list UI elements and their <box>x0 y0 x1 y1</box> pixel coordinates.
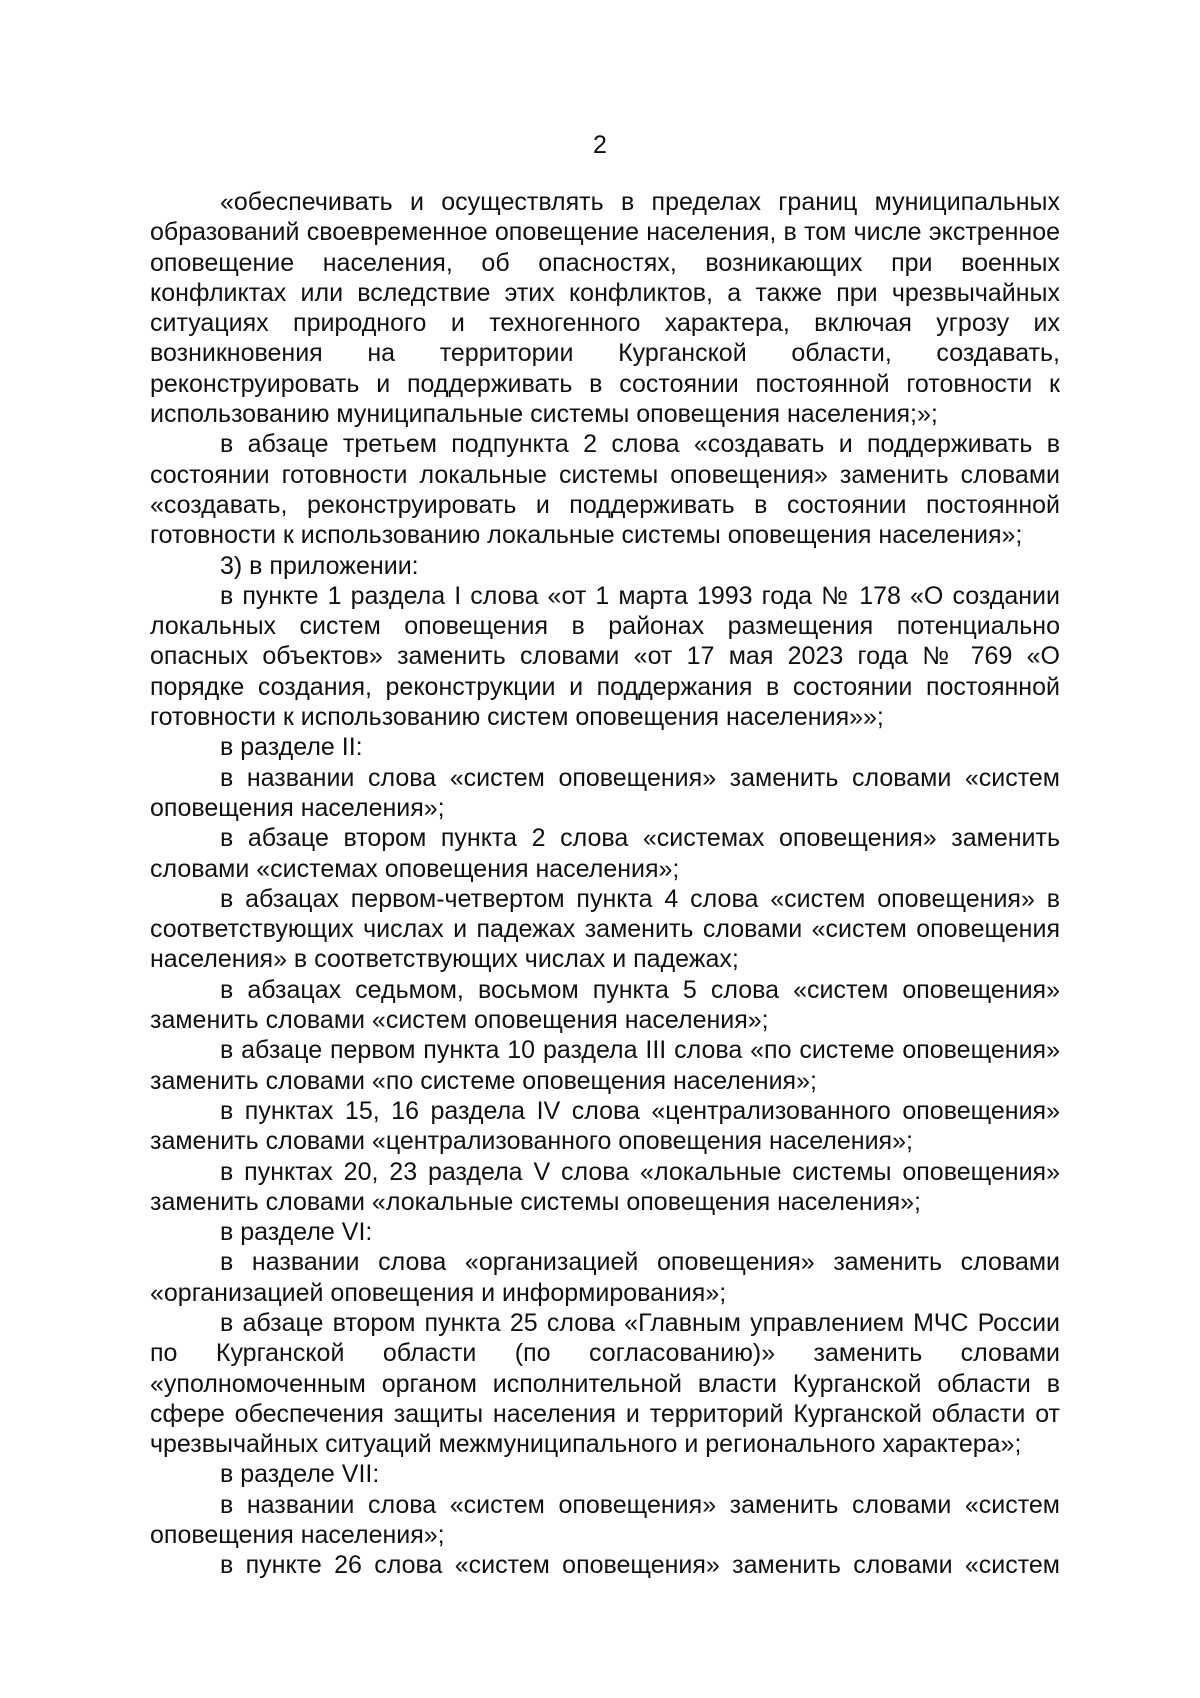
paragraph: в названии слова «систем оповещения» заменить словами «систем оповещения населения»; <box>150 763 1060 822</box>
paragraph: в абзацах седьмом, восьмом пункта 5 слова «систем оповещения» заменить словами «систем оповещения населения»; <box>150 975 1060 1035</box>
document-body <box>150 187 1060 1581</box>
paragraph: в абзаце втором пункта 2 слова «системах оповещения» заменить словами «системах оповещения населения»; <box>150 824 1060 883</box>
paragraph: в абзаце втором пункта 25 слова «Главным управлением МЧС России по Курганской области (по согласованию)» заменить словами «уполномоченным органом исполнительной власти Курганской области в сфере обеспечения защиты населения и территорий Курганской области от чрезвычайных ситуаций межмуниципального и регионального характера»; <box>150 1308 1060 1459</box>
paragraph: в пункте 1 раздела I слова «от 1 марта 1993 года № 178 «О создании локальных систем оповещения в районах размещения потенциально опасных объектов» заменить словами «от 17 мая 2023 года № 769 «О порядке создания, реконструкции и поддержания в состоянии постоянной готовности к использованию систем оповещения населения»»; <box>150 581 1060 732</box>
paragraph: в абзаце первом пункта 10 раздела III слова «по системе оповещения» заменить словами «по системе оповещения населения»; <box>150 1036 1060 1095</box>
paragraph: в пунктах 20, 23 раздела V слова «локальные системы оповещения» заменить словами «локальные системы оповещения населения»; <box>150 1157 1060 1216</box>
paragraph: в названии слова «организацией оповещения» заменить словами «организацией оповещения и информирования»; <box>150 1248 1060 1307</box>
page-number: 2 <box>593 131 607 159</box>
paragraph: в разделе VI: <box>220 1218 373 1247</box>
paragraph: в абзацах первом-четвертом пункта 4 слова «систем оповещения» в соответствующих числах и падежах заменить словами «систем оповещения населения» в соответствующих числах и падежах; <box>150 884 1060 974</box>
paragraph: в названии слова «систем оповещения» заменить словами «систем оповещения населения»; <box>150 1490 1060 1550</box>
paragraph: в разделе II: <box>220 733 363 762</box>
paragraph: в разделе VII: <box>220 1460 380 1489</box>
paragraph: «обеспечивать и осуществлять в пределах границ муниципальных образований своевременное оповещение населения, в том числе экстренное оповещение населения, об опасностях, возникающих при военных конфликтах или вследствие этих конфликтов, а также при чрезвычайных ситуациях природного и техногенного характера, включая угрозу их возникновения на территории Курганской области, создавать, реконструировать и поддерживать в состоянии постоянной готовности к использованию муниципальные системы оповещения населения;»; <box>150 188 1060 429</box>
paragraph: 3) в приложении: <box>220 551 419 580</box>
paragraph: в абзаце третьем подпункта 2 слова «создавать и поддерживать в состоянии готовности локальные системы оповещения» заменить словами «создавать, реконструировать и поддерживать в состоянии постоянной готовности к использованию локальные системы оповещения населения»; <box>150 430 1060 550</box>
paragraph: в пункте 26 слова «систем оповещения» заменить словами «систем <box>220 1551 1060 1580</box>
paragraph: в пунктах 15, 16 раздела IV слова «централизованного оповещения» заменить словами «централизованного оповещения населения»; <box>150 1096 1060 1156</box>
